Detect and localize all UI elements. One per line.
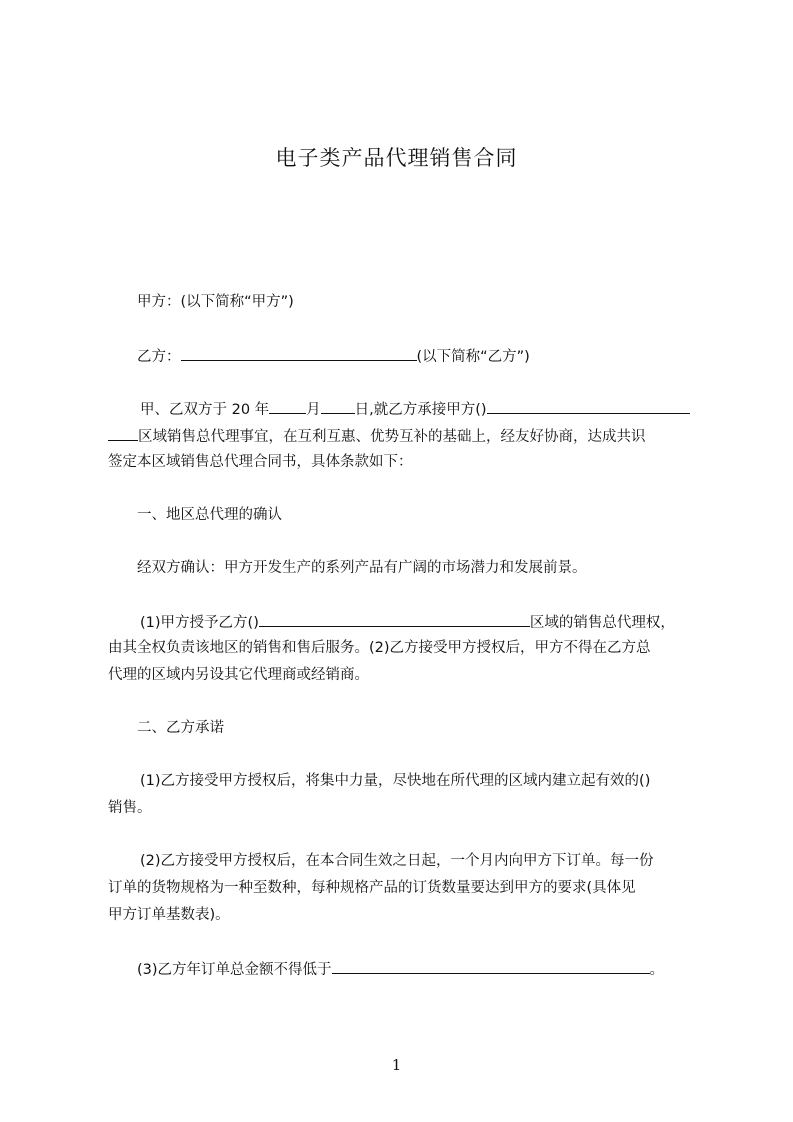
preamble-line-1 <box>140 398 690 420</box>
region-blank <box>108 425 138 441</box>
section-1-item-1-line-3: 代理的区域内另设其它代理商或经销商。 <box>108 667 369 683</box>
section-2-item-1-line-1: (1)乙方接受甲方授权后，将集中力量，尽快地在所代理的区域内建立起有效的() <box>140 773 651 789</box>
min-amount-blank <box>332 958 650 974</box>
preamble-line-3: 签定本区域销售总代理合同书，具体条款如下： <box>108 454 413 470</box>
party-a-line: 甲方：(以下简称“甲方”) <box>137 294 294 310</box>
section-2-item-1-line-2: 销售。 <box>108 800 152 816</box>
section-1-item-1-line-1 <box>140 611 675 633</box>
section-2-item-3 <box>137 958 664 980</box>
day-blank <box>321 398 355 414</box>
page-number: 1 <box>391 1056 402 1074</box>
preamble-line-2-text: 区域销售总代理事宜，在互利互惠、优势互补的基础上，经友好协商，达成共识 <box>138 429 646 445</box>
section-1-confirm: 经双方确认：甲方开发生产的系列产品有广阔的市场潜力和发展前景。 <box>137 560 587 576</box>
grant-suffix: 区域的销售总代理权， <box>529 615 675 631</box>
preamble-month-text: 月 <box>306 402 321 418</box>
preamble-line-2 <box>108 425 646 447</box>
section-2-item-2-line-2: 订单的货物规格为一种至数种，每种规格产品的订货数量要达到甲方的要求(具体见 <box>108 880 636 896</box>
party-b-label: 乙方： <box>137 349 181 365</box>
section-2-item-2-line-1: (2)乙方接受甲方授权后，在本合同生效之日起，一个月内向甲方下订单。每一份 <box>140 853 654 869</box>
min-amount-suffix: 。 <box>649 962 665 978</box>
section-2-heading: 二、乙方承诺 <box>137 720 224 736</box>
party-b-blank <box>181 345 417 361</box>
party-b-line <box>137 345 530 367</box>
preamble-day-text: 日,就乙方承接甲方() <box>354 402 487 418</box>
grant-text: (1)甲方授予乙方() <box>140 615 259 631</box>
section-1-heading: 一、地区总代理的确认 <box>137 507 282 523</box>
product-blank <box>487 398 690 414</box>
preamble-year-text: 甲、乙双方于 20 年 <box>140 402 270 418</box>
grant-region-blank <box>259 611 530 627</box>
document-title: 电子类产品代理销售合同 <box>275 146 518 170</box>
section-2-item-2-line-3: 甲方订单基数表)。 <box>108 907 230 923</box>
party-b-suffix: (以下简称“乙方”) <box>416 349 530 365</box>
min-amount-text: (3)乙方年订单总金额不得低于 <box>137 962 332 978</box>
month-blank <box>269 398 306 414</box>
section-1-item-1-line-2: 由其全权负责该地区的销售和售后服务。(2)乙方接受甲方授权后，甲方不得在乙方总 <box>108 640 651 656</box>
